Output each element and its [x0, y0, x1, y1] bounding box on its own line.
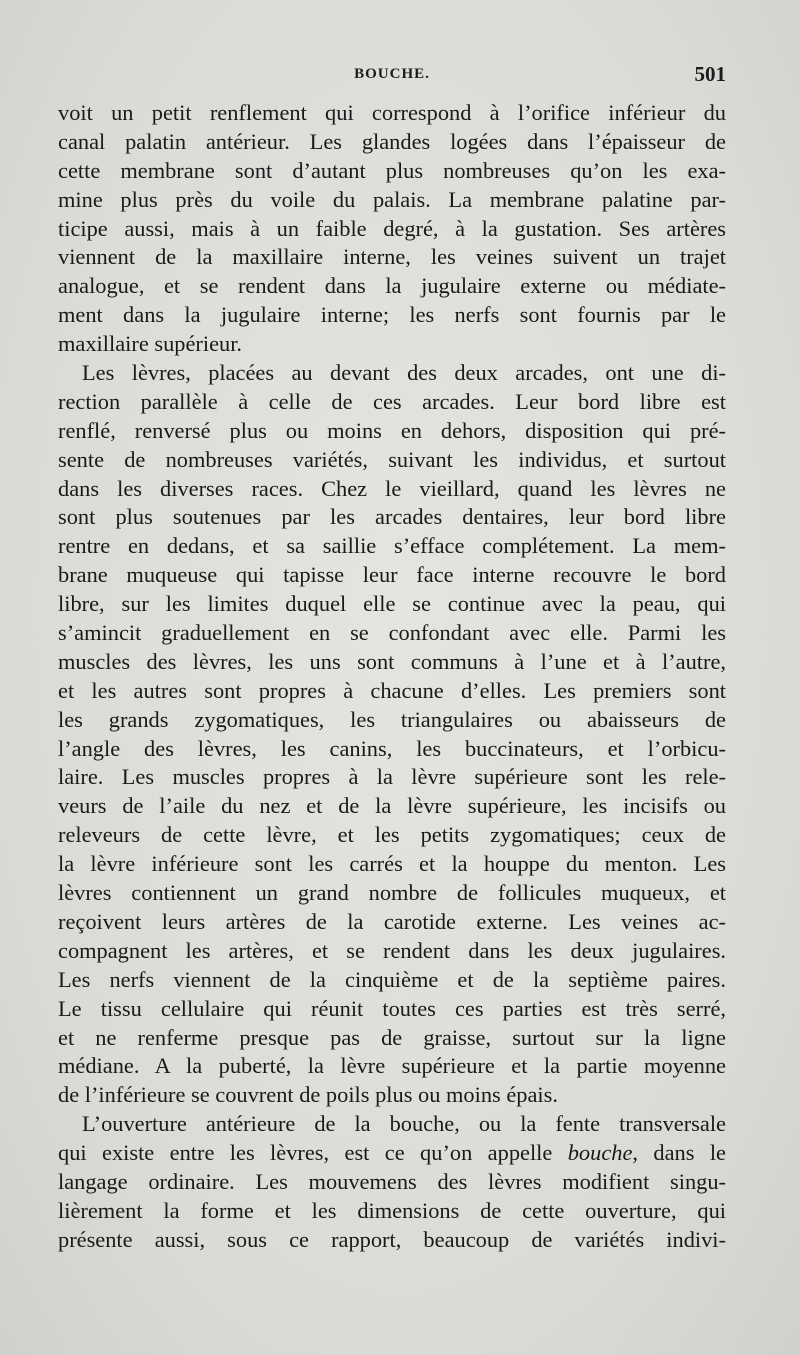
text-line: et les autres sont propres à chacune d’elles. Les premiers sont	[58, 677, 726, 703]
text-line: la lèvre inférieure sont les carrés et la houppe du menton. Les	[58, 851, 726, 877]
text-line: sente de nombreuses variétés, suivant les individus, et surtout	[58, 446, 726, 472]
text-line: laire. Les muscles propres à la lèvre supérieure sont les rele-	[58, 764, 726, 790]
running-head: BOUCHE.	[354, 66, 430, 82]
text-line: dans les diverses races. Chez le vieillard, quand les lèvres ne	[58, 475, 726, 501]
text-line: Les nerfs viennent de la cinquième et de la septième paires.	[58, 966, 726, 992]
text-line: mine plus près du voile du palais. La membrane palatine par-	[58, 186, 726, 212]
text-line: ticipe aussi, mais à un faible degré, à la gustation. Ses artères	[58, 215, 726, 241]
text-line: sont plus soutenues par les arcades dentaires, leur bord libre	[58, 504, 726, 530]
text-line: Le tissu cellulaire qui réunit toutes ces parties est très serré,	[58, 995, 726, 1021]
text-line: médiane. A la puberté, la lèvre supérieure et la partie moyenne	[58, 1053, 726, 1079]
text-line: muscles des lèvres, les uns sont communs à l’une et à l’autre,	[58, 648, 726, 674]
text-line: L’ouverture antérieure de la bouche, ou la fente transversale	[82, 1111, 726, 1137]
text-line: rection parallèle à celle de ces arcades. Leur bord libre est	[58, 388, 726, 414]
text-line: lèvres contiennent un grand nombre de follicules muqueux, et	[58, 880, 726, 906]
paragraph	[58, 1110, 726, 1254]
text-line: canal palatin antérieur. Les glandes logées dans l’épaisseur de	[58, 128, 726, 154]
text-line: langage ordinaire. Les mouvemens des lèvres modifient singu-	[58, 1168, 726, 1194]
text-line: de l’inférieure se couvrent de poils plus ou moins épais.	[58, 1082, 558, 1108]
text-line: présente aussi, sous ce rapport, beaucoup de variétés indivi-	[58, 1226, 726, 1252]
text-line: veurs de l’aile du nez et de la lèvre supérieure, les incisifs ou	[58, 793, 726, 819]
text-line: qui existe entre les lèvres, est ce qu’on appelle bouche, dans le	[58, 1140, 726, 1166]
text-line: lièrement la forme et les dimensions de cette ouverture, qui	[58, 1197, 726, 1223]
text-line: et ne renferme presque pas de graisse, surtout sur la ligne	[58, 1024, 726, 1050]
text-line: cette membrane sont d’autant plus nombreuses qu’on les exa-	[58, 157, 726, 183]
text-line: l’angle des lèvres, les canins, les buccinateurs, et l’orbicu-	[58, 735, 726, 761]
text-line: compagnent les artères, et se rendent dans les deux jugulaires.	[58, 937, 726, 963]
text-line: renflé, renversé plus ou moins en dehors, disposition qui pré-	[58, 417, 726, 443]
text-line: libre, sur les limites duquel elle se continue avec la peau, qui	[58, 591, 726, 617]
paragraph	[58, 99, 726, 359]
text-line: maxillaire supérieur.	[58, 331, 243, 357]
text-line: viennent de la maxillaire interne, les veines suivent un trajet	[58, 244, 726, 270]
text-line: reçoivent leurs artères de la carotide externe. Les veines ac-	[58, 908, 726, 934]
text-line: Les lèvres, placées au devant des deux arcades, ont une di-	[82, 360, 726, 386]
text-line: les grands zygomatiques, les triangulaires ou abaisseurs de	[58, 706, 726, 732]
text-line: brane muqueuse qui tapisse leur face interne recouvre le bord	[58, 562, 726, 588]
paragraph	[58, 359, 726, 1110]
page-header	[58, 62, 726, 92]
body-text	[58, 99, 726, 1255]
text-line: voit un petit renflement qui correspond à l’orifice inférieur du	[58, 100, 726, 125]
text-line: releveurs de cette lèvre, et les petits zygomatiques; ceux de	[58, 822, 726, 848]
page-number: 501	[694, 62, 726, 86]
text-line: s’amincit graduellement en se confondant avec elle. Parmi les	[58, 620, 726, 646]
text-line: ment dans la jugulaire interne; les nerfs sont fournis par le	[58, 302, 726, 328]
text-line: rentre en dedans, et sa saillie s’efface complétement. La mem-	[58, 533, 726, 559]
text-line: analogue, et se rendent dans la jugulaire externe ou médiate-	[58, 273, 726, 299]
